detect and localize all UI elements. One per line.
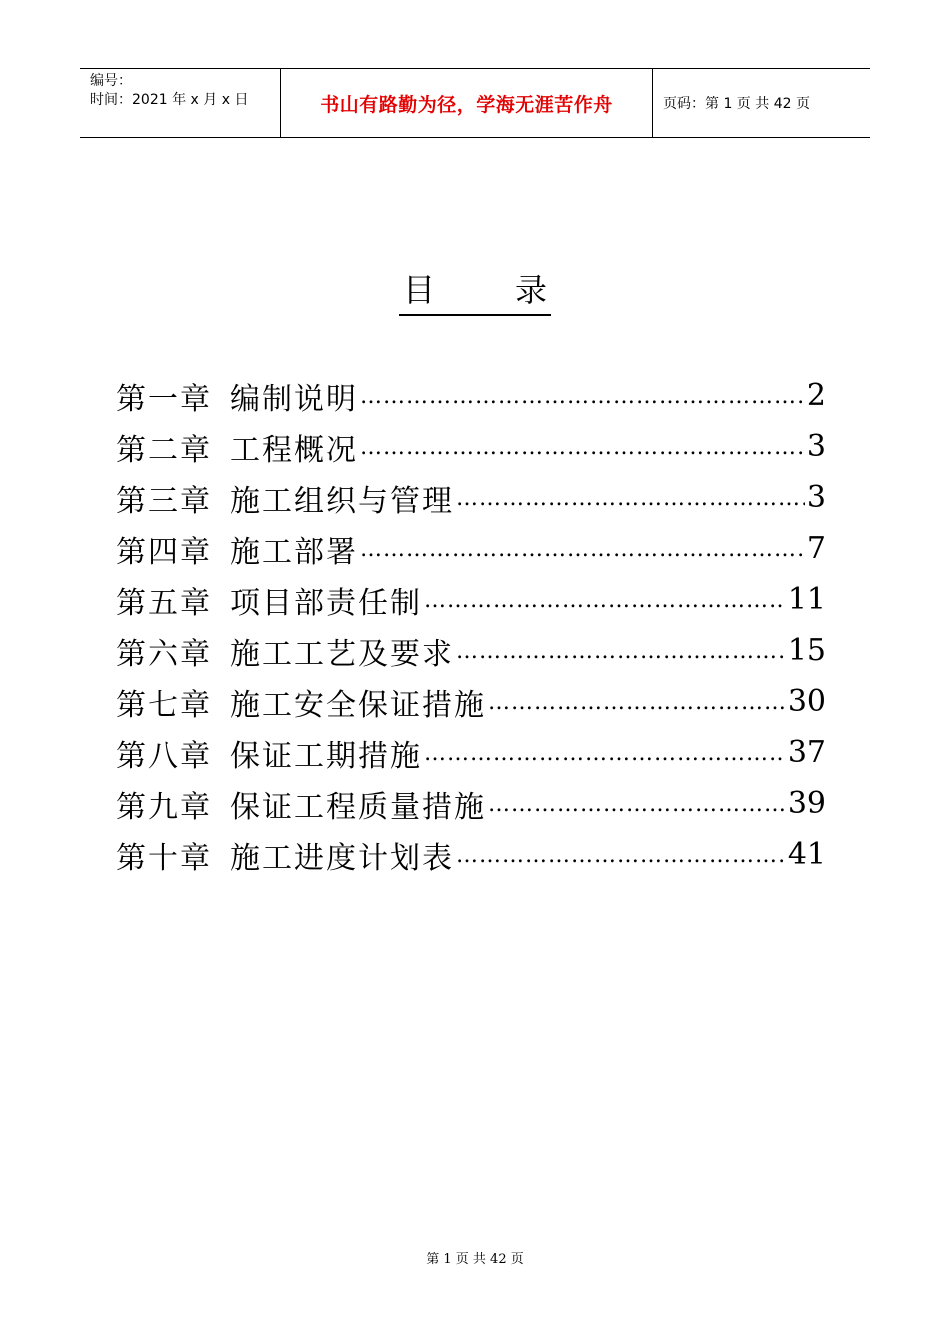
toc-entry[interactable]	[116, 574, 826, 625]
page-header	[80, 68, 870, 138]
document-time-label: 时间：2021 年 x 月 x 日	[90, 92, 249, 108]
toc-chapter-title: 施工部署	[230, 534, 358, 570]
toc-page-number: 3	[806, 429, 826, 464]
toc-leader-dots	[488, 687, 786, 717]
toc-leader-dots	[488, 789, 786, 819]
toc-leader-dots	[360, 432, 805, 462]
toc-page-number: 11	[787, 582, 826, 617]
toc-page-number: 41	[787, 837, 826, 872]
toc-entry[interactable]	[116, 523, 826, 574]
toc-entry[interactable]	[116, 625, 826, 676]
toc-chapter-number: 第七章	[116, 687, 212, 723]
toc-page-number: 2	[806, 378, 826, 413]
header-meta-cell	[80, 69, 281, 137]
toc-entry[interactable]	[116, 370, 826, 421]
toc-leader-dots	[424, 585, 786, 615]
table-of-contents	[116, 370, 826, 880]
toc-entry[interactable]	[116, 778, 826, 829]
toc-page-number: 39	[787, 786, 826, 821]
toc-chapter-title: 施工进度计划表	[230, 840, 454, 876]
toc-page-number: 7	[806, 531, 826, 566]
toc-chapter-title: 保证工期措施	[230, 738, 422, 774]
toc-chapter-number: 第八章	[116, 738, 212, 774]
toc-page-number: 3	[806, 480, 826, 515]
toc-leader-dots	[424, 738, 786, 768]
toc-title-left: 目	[402, 271, 435, 309]
toc-entry[interactable]	[116, 472, 826, 523]
toc-chapter-title: 项目部责任制	[230, 585, 422, 621]
toc-chapter-number: 第九章	[116, 789, 212, 825]
toc-chapter-number: 第六章	[116, 636, 212, 672]
header-motto-cell	[281, 69, 653, 137]
toc-leader-dots	[456, 483, 805, 513]
toc-title	[0, 268, 950, 316]
toc-chapter-number: 第二章	[116, 432, 212, 468]
toc-chapter-number: 第四章	[116, 534, 212, 570]
header-page-cell	[653, 69, 870, 137]
toc-chapter-number: 第一章	[116, 381, 212, 417]
toc-chapter-title: 编制说明	[230, 381, 358, 417]
toc-chapter-title: 工程概况	[230, 432, 358, 468]
toc-title-right: 录	[515, 271, 548, 309]
toc-entry[interactable]	[116, 676, 826, 727]
document-number-label: 编号：	[90, 73, 132, 89]
toc-page-number: 30	[787, 684, 826, 719]
toc-chapter-title: 施工工艺及要求	[230, 636, 454, 672]
toc-page-number: 37	[787, 735, 826, 770]
toc-chapter-number: 第五章	[116, 585, 212, 621]
page-footer	[0, 1248, 950, 1267]
header-page-info: 页码：第 1 页 共 42 页	[663, 96, 810, 112]
toc-chapter-title: 施工安全保证措施	[230, 687, 486, 723]
header-motto: 书山有路勤为径，学海无涯苦作舟	[320, 93, 613, 116]
toc-entry[interactable]	[116, 421, 826, 472]
toc-chapter-number: 第三章	[116, 483, 212, 519]
toc-entry[interactable]	[116, 829, 826, 880]
toc-chapter-title: 保证工程质量措施	[230, 789, 486, 825]
toc-chapter-number: 第十章	[116, 840, 212, 876]
toc-chapter-title: 施工组织与管理	[230, 483, 454, 519]
footer-page-number: 第 1 页 共 42 页	[426, 1252, 524, 1267]
toc-page-number: 15	[787, 633, 826, 668]
toc-leader-dots	[360, 381, 805, 411]
toc-leader-dots	[456, 840, 786, 870]
toc-entry[interactable]	[116, 727, 826, 778]
toc-leader-dots	[360, 534, 805, 564]
toc-leader-dots	[456, 636, 786, 666]
